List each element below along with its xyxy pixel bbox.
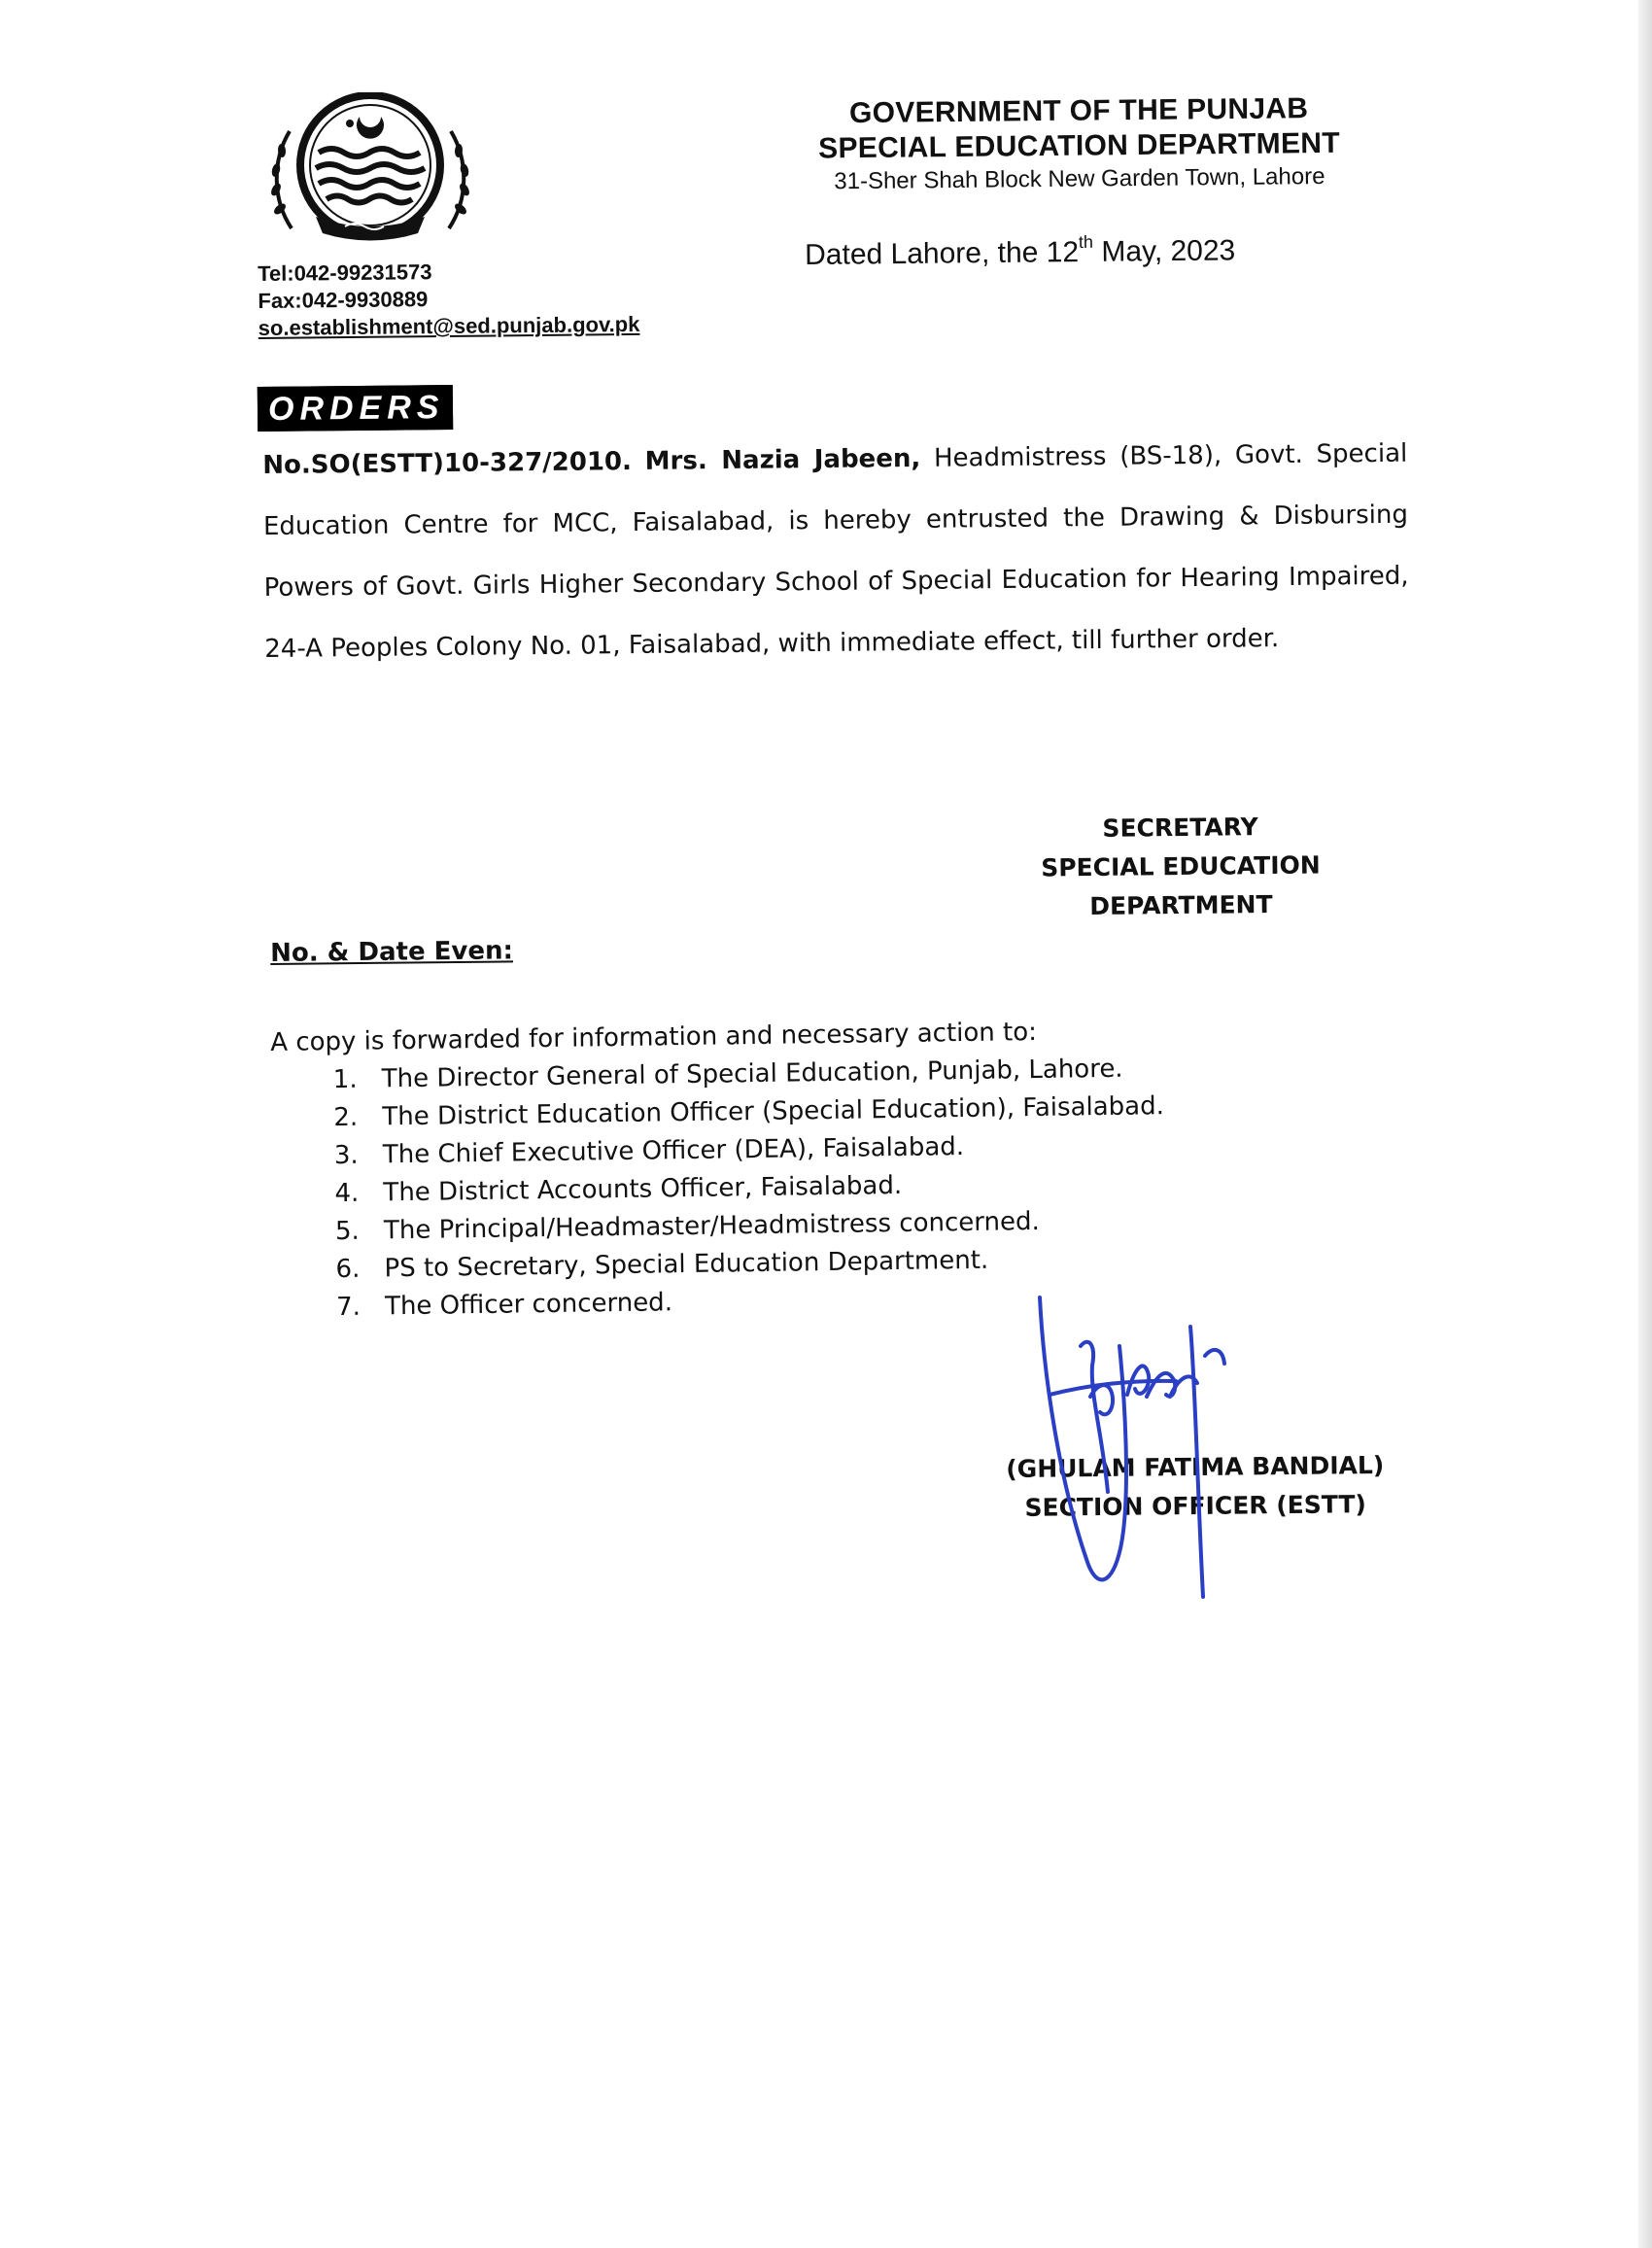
order-person-name: Mrs. Nazia Jabeen, — [644, 443, 921, 476]
secretary-line-1: SECRETARY — [1102, 813, 1258, 843]
list-item-text: The Principal/Headmaster/Headmistress concerned. — [383, 1206, 1040, 1246]
punjab-government-emblem-icon — [262, 92, 478, 248]
list-item-number: 1. — [332, 1064, 358, 1095]
number-date-even: No. & Date Even: — [270, 936, 514, 968]
fax: Fax:042-9930889 — [258, 287, 429, 313]
department-address: 31-Sher Shah Block New Garden Town, Lahore — [834, 162, 1325, 195]
secretary-line-3: DEPARTMENT — [1089, 890, 1273, 920]
officer-designation: SECTION OFFICER (ESTT) — [1024, 1490, 1367, 1522]
scan-edge — [1638, 0, 1652, 2248]
order-text: Headmistress (BS-18), Govt. Special Education Centre for MCC, Faisalabad, is hereby entrusted the Drawing & Disbursing Powers of Govt. Girls Higher Secondary School of Special Education for Hearing Impaired, 24-A Peoples Colony No. 01, Faisalabad, with immediate effect, till further order. — [262, 438, 1409, 664]
dated-rest: May, 2023 — [1092, 234, 1236, 268]
recipient-list — [271, 1049, 1247, 1328]
list-item-text: The Chief Executive Officer (DEA), Faisalabad. — [382, 1132, 965, 1170]
list-item-text: The Officer concerned. — [384, 1288, 673, 1322]
list-item-number: 5. — [334, 1216, 361, 1247]
order-paragraph — [262, 424, 1410, 680]
list-item-text: The Director General of Special Education, Punjab, Lahore. — [381, 1054, 1123, 1094]
list-item-number: 4. — [334, 1178, 360, 1209]
dated-line — [805, 231, 1236, 272]
dated-suffix: th — [1078, 231, 1094, 253]
list-item-number: 6. — [335, 1254, 361, 1285]
list-item-number: 7. — [335, 1292, 361, 1323]
letterhead — [768, 90, 1391, 198]
department-title: SPECIAL EDUCATION DEPARTMENT — [817, 126, 1341, 165]
orders-heading: ORDERS — [258, 385, 454, 432]
handwritten-signature-icon — [1030, 1288, 1283, 1599]
list-item-number: 2. — [333, 1102, 359, 1133]
secretary-signatory — [1010, 807, 1351, 927]
list-item-text: The District Education Officer (Special Education), Faisalabad. — [382, 1091, 1165, 1132]
copy-forward-block — [270, 1010, 1246, 1328]
telephone: Tel:042-99231573 — [258, 259, 432, 286]
order-number: No.SO(ESTT)10-327/2010. — [262, 447, 633, 480]
contact-block — [258, 257, 640, 342]
list-item-number: 3. — [333, 1140, 359, 1171]
forward-intro: A copy is forwarded for information and necessary action to: — [270, 1017, 1038, 1057]
list-item-text: The District Accounts Officer, Faisalabad. — [383, 1170, 903, 1208]
government-title: GOVERNMENT OF THE PUNJAB — [848, 92, 1309, 130]
list-item-text: PS to Secretary, Special Education Department. — [384, 1245, 989, 1284]
email-link[interactable]: so.establishment@sed.punjab.gov.pk — [258, 311, 640, 340]
officer-name: (GHULAM FATIMA BANDIAL) — [1006, 1450, 1385, 1484]
dated-prefix: Dated Lahore, the 12 — [805, 236, 1080, 271]
secretary-line-2: SPECIAL EDUCATION — [1041, 850, 1321, 882]
